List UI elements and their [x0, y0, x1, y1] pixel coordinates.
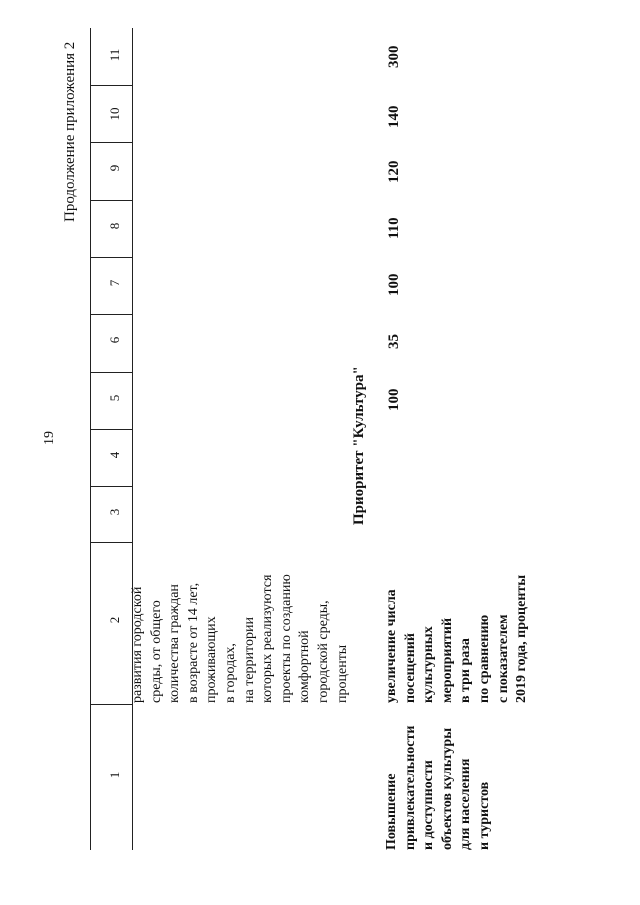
column-number: 3 — [107, 508, 122, 516]
continuation-note: Продолжение приложения 2 — [62, 41, 78, 222]
col-divider-5 — [90, 372, 132, 373]
column-number: 4 — [107, 451, 122, 459]
goal-text: Повышение привлекательности и доступности объектов культуры для населения и туристов — [384, 725, 492, 850]
col-divider-4 — [90, 429, 132, 430]
column-number: 6 — [107, 336, 122, 344]
col-divider-2 — [90, 542, 132, 543]
col-divider-1 — [90, 704, 132, 705]
col-divider-6 — [90, 314, 132, 315]
col-divider-10 — [90, 85, 132, 86]
value-col-6: 35 — [386, 334, 402, 349]
value-col-8: 110 — [386, 217, 402, 239]
page-number: 19 — [42, 431, 57, 445]
column-number: 5 — [107, 394, 122, 402]
value-col-7: 100 — [386, 273, 402, 296]
col-divider-8 — [90, 200, 132, 201]
col-divider-7 — [90, 257, 132, 258]
value-col-9: 120 — [386, 160, 402, 183]
column-number: 1 — [107, 771, 122, 779]
column-number: 8 — [107, 222, 122, 230]
column-number: 9 — [107, 164, 122, 172]
indicator-text: увеличение числа посещений культурных мероприятий в три раза по сравнению с показателем 2019 года, проценты — [384, 574, 530, 703]
section-title: Приоритет "Культура" — [351, 366, 367, 525]
continued-indicator-text: развития городской среды, от общего количества граждан в возрасте от 14 лет, проживающих в городах, на территории которых реализуются проекты по созданию комфортной городской среды, проценты — [130, 574, 350, 703]
column-number: 2 — [107, 616, 122, 624]
col-divider-9 — [90, 142, 132, 143]
column-number: 11 — [107, 48, 122, 62]
value-col-11: 300 — [386, 45, 402, 68]
col-divider-3 — [90, 486, 132, 487]
column-number: 7 — [107, 279, 122, 287]
table-top-border — [90, 28, 91, 850]
value-col-5: 100 — [386, 388, 402, 411]
column-number: 10 — [107, 107, 122, 121]
value-col-10: 140 — [386, 105, 402, 128]
table-header-bottom-border — [132, 28, 133, 850]
